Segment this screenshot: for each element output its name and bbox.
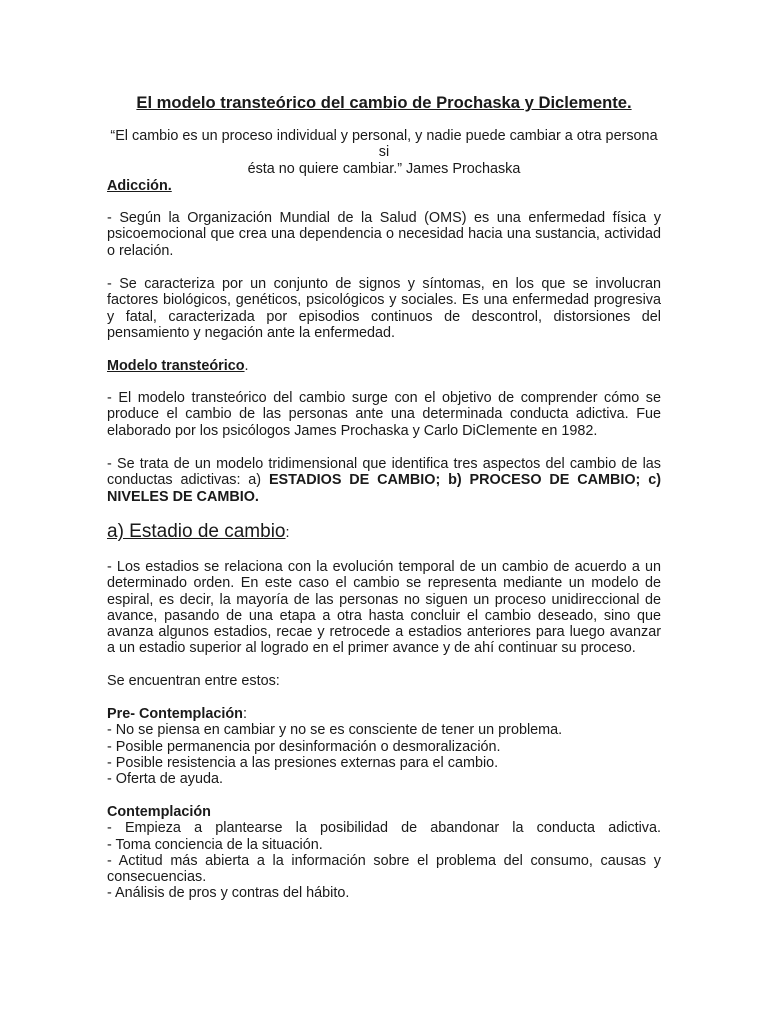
paragraph: - Los estadios se relaciona con la evolución temporal de un cambio de acuerdo a un determinado orden. En este caso el cambio se representa mediante un modelo de espiral, es decir, la mayoría de las personas no siguen un proceso unidireccional de avance, pasando de una etapa a otra hasta concluir el cambio deseado, sino que avanza algunos estadios, recae y retrocede a estadios anteriores para luego avanzar a un estadio superior al logrado en el primer avance y de ahí continuar su proceso. — [107, 559, 661, 657]
list-item: - Oferta de ayuda. — [107, 771, 223, 788]
paragraph-bold-text: ESTADIOS DE CAMBIO; b) PROCESO DE CAMBIO; c) NIVELES DE CAMBIO. — [107, 472, 661, 505]
heading-text: Adicción. — [107, 178, 172, 194]
list-precontemplacion — [107, 706, 661, 787]
paragraph — [107, 456, 661, 505]
document-title: El modelo transteórico del cambio de Prochaska y Diclemente. — [136, 93, 632, 112]
section-heading-modelo — [107, 358, 661, 374]
paragraph: - Se caracteriza por un conjunto de signos y síntomas, en los que se involucran factores biológicos, genéticos, psicológicos y sociales. Es una enfermedad progresiva y fatal, caracterizada por episodios continuos de descontrol, distorsiones del pensamiento y negación ante la enfermedad. — [107, 276, 661, 341]
list-item: - No se piensa en cambiar y no se es consciente de tener un problema. — [107, 722, 563, 739]
list-item: - Empieza a plantearse la posibilidad de abandonar la conducta adictiva. — [107, 820, 661, 837]
section-heading-estadio — [107, 521, 661, 544]
epigraph-quote — [107, 128, 661, 177]
list-item: - Toma conciencia de la situación. — [107, 836, 323, 853]
heading-text: Pre- Contemplación — [107, 706, 243, 722]
list-item: - Posible resistencia a las presiones externas para el cambio. — [107, 754, 499, 771]
heading-text: a) Estadio de cambio — [107, 521, 286, 542]
paragraph: - Según la Organización Mundial de la Salud (OMS) es una enfermedad física y psicoemocional que crea una dependencia o necesidad hacia una sustancia, actividad o relación. — [107, 210, 661, 259]
section-heading-adiccion — [107, 178, 661, 194]
list-contemplacion — [107, 804, 661, 902]
document-page — [107, 0, 661, 1024]
list-heading: Contemplación — [107, 804, 211, 820]
paragraph: Se encuentran entre estos: — [107, 673, 280, 689]
epigraph-line: ésta no quiere cambiar.” James Prochaska — [247, 160, 521, 177]
heading-suffix: . — [244, 358, 249, 374]
list-item: - Actitud más abierta a la información sobre el problema del consumo, causas y consecuencias. — [107, 852, 661, 886]
list-heading — [107, 706, 661, 722]
list-item: - Posible permanencia por desinformación o desmoralización. — [107, 738, 501, 755]
list-item: - Análisis de pros y contras del hábito. — [107, 885, 350, 902]
heading-text: Modelo transteórico — [107, 358, 245, 374]
heading-suffix: : — [242, 706, 247, 722]
heading-suffix: : — [285, 525, 290, 541]
paragraph: - El modelo transteórico del cambio surge con el objetivo de comprender cómo se produce el cambio de las personas ante una determinada conducta adictiva. Fue elaborado por los psicólogos James Prochaska y Carlo DiClemente en 1982. — [107, 390, 661, 439]
paragraph-text: - Se trata de un modelo tridimensional que identifica tres aspectos del cambio de las conductas adictivas: a) — [107, 456, 661, 489]
epigraph-line: “El cambio es un proceso individual y personal, y nadie puede cambiar a otra persona si — [110, 128, 658, 161]
